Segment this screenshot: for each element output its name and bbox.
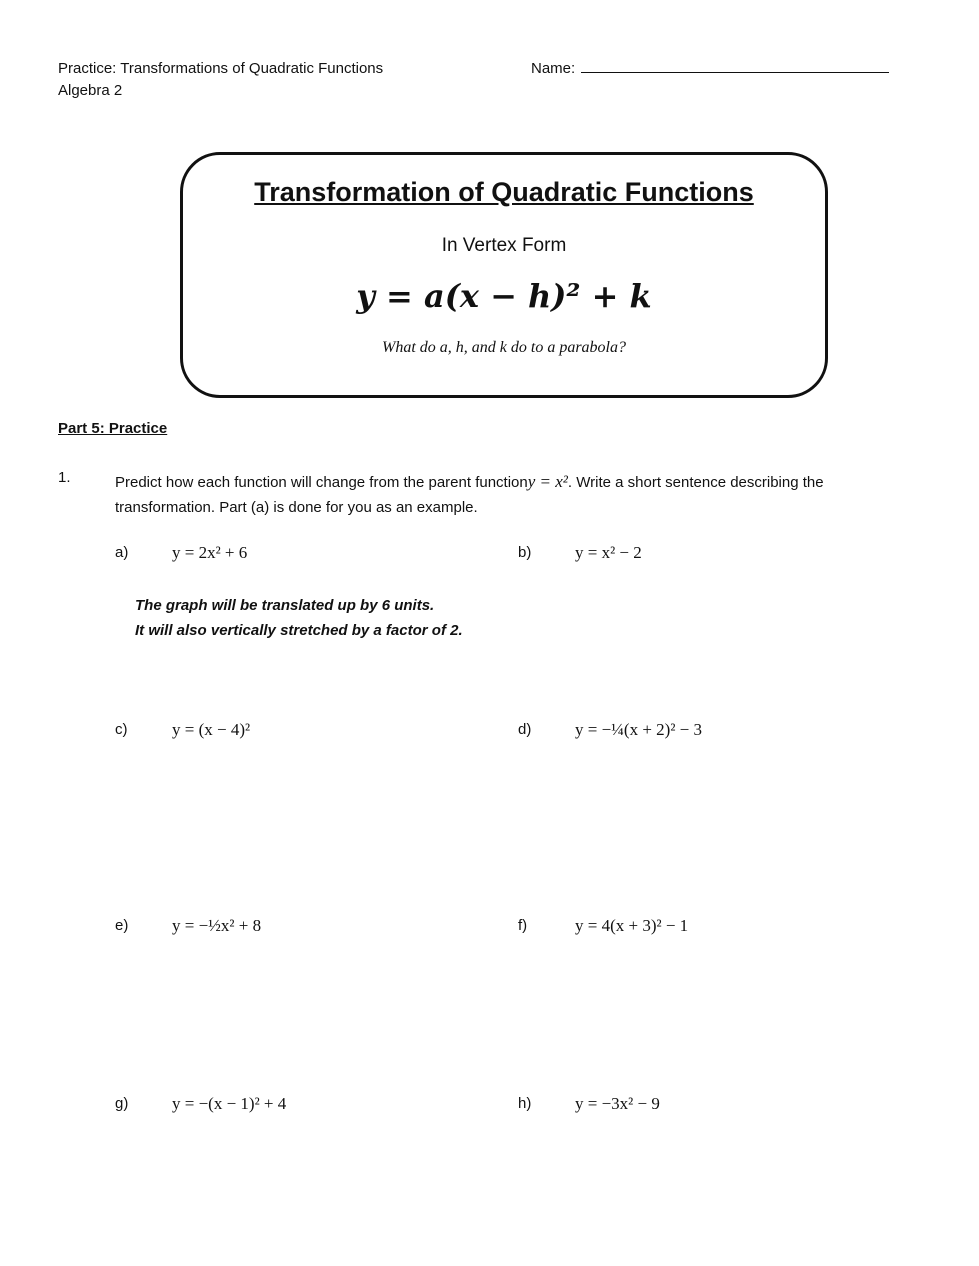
title-box <box>180 152 828 398</box>
problem-e-equation: y = −½x² + 8 <box>172 916 262 935</box>
problem-a-equation: y = 2x² + 6 <box>172 543 248 562</box>
problem-g-label: g) <box>115 1095 129 1112</box>
parent-function: y = x² <box>527 472 568 491</box>
problem-c-equation: y = (x − 4)² <box>172 720 251 739</box>
problem-d-equation: y = −¼(x + 2)² − 3 <box>575 720 703 739</box>
box-question: What do a, h, and k do to a parabola? <box>382 339 626 356</box>
example-answer-line2: It will also vertically stretched by a factor of 2. <box>135 622 463 639</box>
problem-h-equation: y = −3x² − 9 <box>575 1094 660 1113</box>
example-answer-line1: The graph will be translated up by 6 units. <box>135 597 435 614</box>
vertex-form-formula: y = a(x − h)² + k <box>356 277 652 315</box>
problem-f-equation: y = 4(x + 3)² − 1 <box>575 916 689 935</box>
problem-c-label: c) <box>115 721 128 738</box>
name-field <box>531 59 889 79</box>
problem-d-label: d) <box>518 721 532 738</box>
course-title: Practice: Transformations of Quadratic Functions <box>58 60 384 77</box>
problem-f-label: f) <box>518 917 528 934</box>
problem-e-label: e) <box>115 917 129 934</box>
example-answer <box>135 593 463 643</box>
problem-a-label: a) <box>115 544 129 561</box>
box-title: Transformation of Quadratic Functions <box>254 177 754 207</box>
box-subtitle: In Vertex Form <box>441 235 567 256</box>
problem-h-label: h) <box>518 1095 532 1112</box>
name-label: Name: <box>531 60 576 77</box>
subject-label: Algebra 2 <box>58 82 123 99</box>
problem-b-label: b) <box>518 544 532 561</box>
question-text <box>115 469 915 520</box>
name-blank-line <box>581 59 889 73</box>
question-text-before: Predict how each function will change from the parent function <box>115 474 528 491</box>
part-heading: Part 5: Practice <box>58 420 168 437</box>
problem-b-equation: y = x² − 2 <box>575 543 642 562</box>
problem-g-equation: y = −(x − 1)² + 4 <box>172 1094 287 1113</box>
question-number: 1. <box>58 469 71 486</box>
question-text-after: . Write a short sentence describing the transformation. Part (a) is done for you as an example. <box>115 474 824 516</box>
